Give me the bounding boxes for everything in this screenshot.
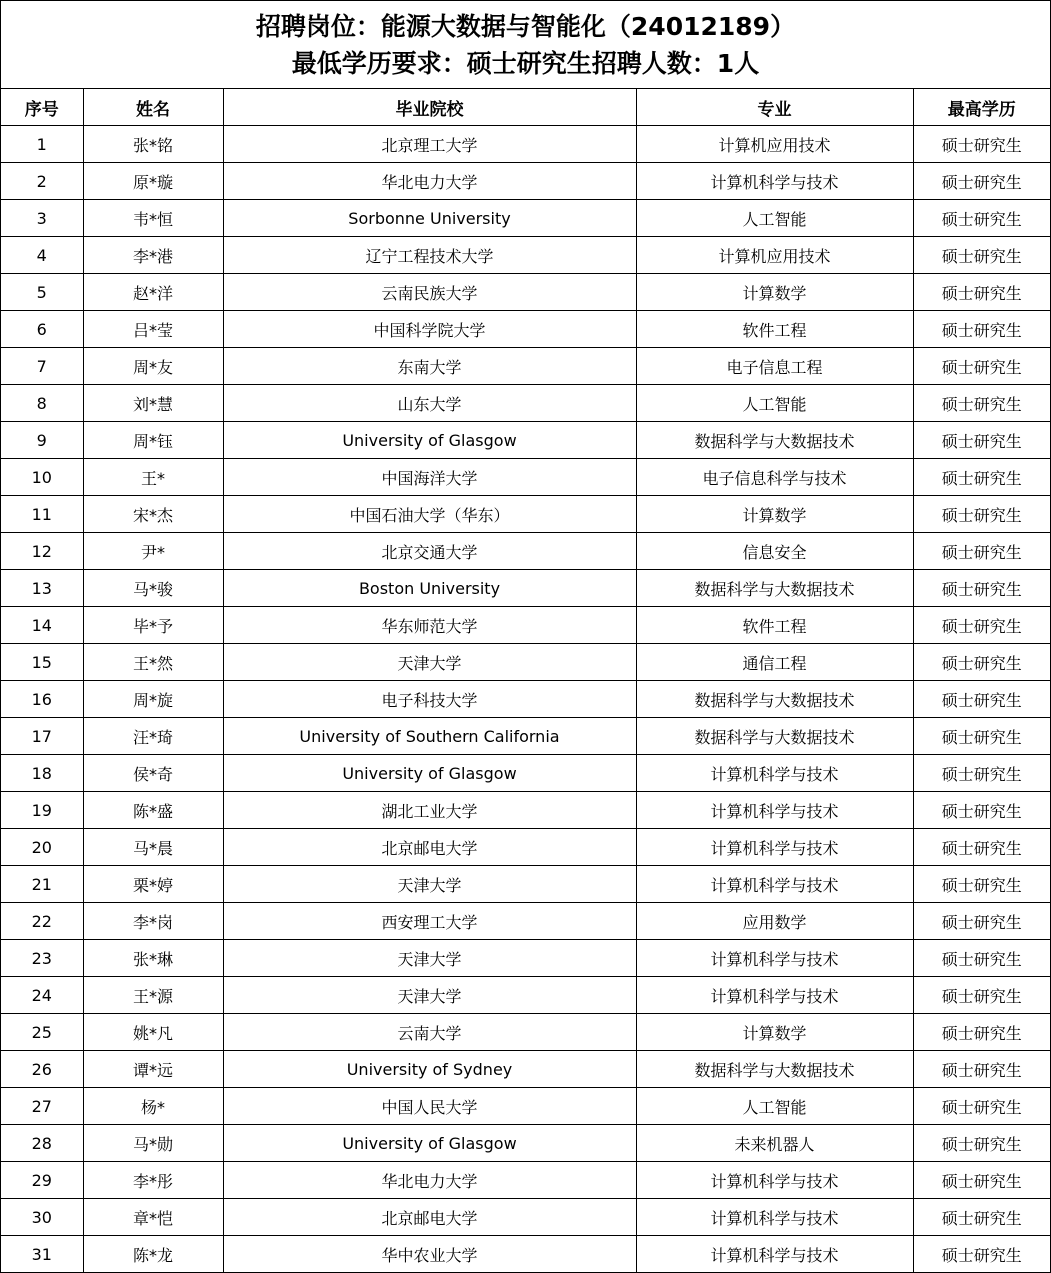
cell-school: 华北电力大学 bbox=[223, 163, 636, 200]
cell-education: 硕士研究生 bbox=[913, 940, 1050, 977]
table-row bbox=[1, 496, 1050, 533]
cell-major: 计算数学 bbox=[636, 274, 913, 311]
cell-major: 应用数学 bbox=[636, 903, 913, 940]
cell-major: 电子信息科学与技术 bbox=[636, 459, 913, 496]
cell-education: 硕士研究生 bbox=[913, 163, 1050, 200]
cell-major: 数据科学与大数据技术 bbox=[636, 570, 913, 607]
table-row bbox=[1, 459, 1050, 496]
cell-education: 硕士研究生 bbox=[913, 644, 1050, 681]
cell-school: University of Glasgow bbox=[223, 755, 636, 792]
cell-name: 马*勋 bbox=[83, 1125, 223, 1162]
table-row bbox=[1, 422, 1050, 459]
cell-seq: 8 bbox=[1, 385, 83, 422]
header-major: 专业 bbox=[636, 89, 913, 126]
cell-major: 计算数学 bbox=[636, 1014, 913, 1051]
table-row bbox=[1, 681, 1050, 718]
cell-education: 硕士研究生 bbox=[913, 200, 1050, 237]
table-row bbox=[1, 237, 1050, 274]
cell-education: 硕士研究生 bbox=[913, 1199, 1050, 1236]
cell-school: 天津大学 bbox=[223, 866, 636, 903]
cell-seq: 28 bbox=[1, 1125, 83, 1162]
cell-name: 马*骏 bbox=[83, 570, 223, 607]
cell-seq: 14 bbox=[1, 607, 83, 644]
cell-major: 人工智能 bbox=[636, 385, 913, 422]
cell-name: 栗*婷 bbox=[83, 866, 223, 903]
cell-school: 中国人民大学 bbox=[223, 1088, 636, 1125]
cell-name: 张*琳 bbox=[83, 940, 223, 977]
cell-school: 北京交通大学 bbox=[223, 533, 636, 570]
cell-name: 王* bbox=[83, 459, 223, 496]
cell-school: 中国科学院大学 bbox=[223, 311, 636, 348]
cell-major: 计算机科学与技术 bbox=[636, 792, 913, 829]
table-body bbox=[1, 126, 1050, 1273]
requirement-title: 最低学历要求：硕士研究生招聘人数：1人 bbox=[291, 48, 760, 78]
cell-seq: 4 bbox=[1, 237, 83, 274]
cell-major: 通信工程 bbox=[636, 644, 913, 681]
cell-major: 计算机科学与技术 bbox=[636, 1236, 913, 1273]
cell-name: 周*旋 bbox=[83, 681, 223, 718]
table-row bbox=[1, 1088, 1050, 1125]
cell-name: 王*然 bbox=[83, 644, 223, 681]
table-row bbox=[1, 1014, 1050, 1051]
cell-school: 云南大学 bbox=[223, 1014, 636, 1051]
cell-major: 数据科学与大数据技术 bbox=[636, 718, 913, 755]
cell-name: 侯*奇 bbox=[83, 755, 223, 792]
cell-major: 未来机器人 bbox=[636, 1125, 913, 1162]
cell-seq: 11 bbox=[1, 496, 83, 533]
cell-education: 硕士研究生 bbox=[913, 237, 1050, 274]
cell-school: 北京邮电大学 bbox=[223, 829, 636, 866]
cell-major: 计算机科学与技术 bbox=[636, 1162, 913, 1199]
cell-seq: 26 bbox=[1, 1051, 83, 1088]
cell-school: 华北电力大学 bbox=[223, 1162, 636, 1199]
cell-school: 北京邮电大学 bbox=[223, 1199, 636, 1236]
cell-seq: 2 bbox=[1, 163, 83, 200]
cell-seq: 30 bbox=[1, 1199, 83, 1236]
table-row bbox=[1, 940, 1050, 977]
position-title: 招聘岗位：能源大数据与智能化（24012189） bbox=[255, 11, 796, 41]
cell-seq: 9 bbox=[1, 422, 83, 459]
cell-school: 天津大学 bbox=[223, 644, 636, 681]
cell-major: 数据科学与大数据技术 bbox=[636, 1051, 913, 1088]
cell-seq: 12 bbox=[1, 533, 83, 570]
cell-seq: 25 bbox=[1, 1014, 83, 1051]
cell-major: 计算机应用技术 bbox=[636, 237, 913, 274]
cell-school: 电子科技大学 bbox=[223, 681, 636, 718]
cell-major: 计算机科学与技术 bbox=[636, 163, 913, 200]
cell-name: 刘*慧 bbox=[83, 385, 223, 422]
cell-name: 李*港 bbox=[83, 237, 223, 274]
cell-major: 计算机科学与技术 bbox=[636, 1199, 913, 1236]
table-row bbox=[1, 200, 1050, 237]
cell-seq: 21 bbox=[1, 866, 83, 903]
cell-seq: 18 bbox=[1, 755, 83, 792]
table-row bbox=[1, 385, 1050, 422]
cell-name: 杨* bbox=[83, 1088, 223, 1125]
cell-education: 硕士研究生 bbox=[913, 718, 1050, 755]
cell-seq: 29 bbox=[1, 1162, 83, 1199]
cell-name: 陈*龙 bbox=[83, 1236, 223, 1273]
cell-education: 硕士研究生 bbox=[913, 903, 1050, 940]
cell-seq: 24 bbox=[1, 977, 83, 1014]
cell-education: 硕士研究生 bbox=[913, 126, 1050, 163]
cell-school: 云南民族大学 bbox=[223, 274, 636, 311]
cell-name: 赵*洋 bbox=[83, 274, 223, 311]
cell-education: 硕士研究生 bbox=[913, 533, 1050, 570]
cell-seq: 31 bbox=[1, 1236, 83, 1273]
cell-seq: 6 bbox=[1, 311, 83, 348]
cell-education: 硕士研究生 bbox=[913, 977, 1050, 1014]
cell-name: 周*钰 bbox=[83, 422, 223, 459]
header-education: 最高学历 bbox=[913, 89, 1050, 126]
table-row bbox=[1, 829, 1050, 866]
table-row bbox=[1, 607, 1050, 644]
cell-major: 计算机科学与技术 bbox=[636, 866, 913, 903]
cell-name: 汪*琦 bbox=[83, 718, 223, 755]
cell-major: 电子信息工程 bbox=[636, 348, 913, 385]
table-row bbox=[1, 644, 1050, 681]
header-school: 毕业院校 bbox=[223, 89, 636, 126]
cell-education: 硕士研究生 bbox=[913, 422, 1050, 459]
cell-seq: 15 bbox=[1, 644, 83, 681]
cell-education: 硕士研究生 bbox=[913, 1236, 1050, 1273]
cell-school: Sorbonne University bbox=[223, 200, 636, 237]
cell-major: 计算数学 bbox=[636, 496, 913, 533]
cell-education: 硕士研究生 bbox=[913, 792, 1050, 829]
cell-major: 计算机科学与技术 bbox=[636, 977, 913, 1014]
table-row bbox=[1, 1199, 1050, 1236]
cell-seq: 3 bbox=[1, 200, 83, 237]
cell-name: 李*岗 bbox=[83, 903, 223, 940]
cell-seq: 5 bbox=[1, 274, 83, 311]
cell-education: 硕士研究生 bbox=[913, 1014, 1050, 1051]
cell-seq: 23 bbox=[1, 940, 83, 977]
cell-name: 毕*予 bbox=[83, 607, 223, 644]
cell-seq: 22 bbox=[1, 903, 83, 940]
cell-name: 宋*杰 bbox=[83, 496, 223, 533]
table-row bbox=[1, 1236, 1050, 1273]
cell-education: 硕士研究生 bbox=[913, 1088, 1050, 1125]
cell-seq: 7 bbox=[1, 348, 83, 385]
cell-school: 天津大学 bbox=[223, 977, 636, 1014]
cell-school: Boston University bbox=[223, 570, 636, 607]
cell-school: 华中农业大学 bbox=[223, 1236, 636, 1273]
cell-education: 硕士研究生 bbox=[913, 866, 1050, 903]
cell-school: 山东大学 bbox=[223, 385, 636, 422]
cell-school: University of Southern California bbox=[223, 718, 636, 755]
cell-seq: 10 bbox=[1, 459, 83, 496]
cell-education: 硕士研究生 bbox=[913, 1125, 1050, 1162]
cell-school: University of Glasgow bbox=[223, 1125, 636, 1162]
cell-education: 硕士研究生 bbox=[913, 348, 1050, 385]
table-row bbox=[1, 866, 1050, 903]
table-row bbox=[1, 163, 1050, 200]
table-row bbox=[1, 533, 1050, 570]
candidate-table bbox=[1, 89, 1050, 1273]
cell-major: 软件工程 bbox=[636, 607, 913, 644]
cell-education: 硕士研究生 bbox=[913, 274, 1050, 311]
table-row bbox=[1, 718, 1050, 755]
cell-education: 硕士研究生 bbox=[913, 681, 1050, 718]
cell-name: 尹* bbox=[83, 533, 223, 570]
cell-school: University of Glasgow bbox=[223, 422, 636, 459]
cell-name: 王*源 bbox=[83, 977, 223, 1014]
cell-school: 西安理工大学 bbox=[223, 903, 636, 940]
table-row bbox=[1, 903, 1050, 940]
cell-seq: 17 bbox=[1, 718, 83, 755]
table-row bbox=[1, 1125, 1050, 1162]
table-row bbox=[1, 348, 1050, 385]
cell-seq: 27 bbox=[1, 1088, 83, 1125]
table-row bbox=[1, 977, 1050, 1014]
cell-name: 陈*盛 bbox=[83, 792, 223, 829]
cell-seq: 19 bbox=[1, 792, 83, 829]
table-row bbox=[1, 274, 1050, 311]
cell-school: 东南大学 bbox=[223, 348, 636, 385]
cell-name: 原*璇 bbox=[83, 163, 223, 200]
cell-name: 周*友 bbox=[83, 348, 223, 385]
cell-major: 人工智能 bbox=[636, 200, 913, 237]
cell-major: 数据科学与大数据技术 bbox=[636, 681, 913, 718]
table-row bbox=[1, 126, 1050, 163]
cell-major: 软件工程 bbox=[636, 311, 913, 348]
cell-seq: 20 bbox=[1, 829, 83, 866]
cell-name: 李*彤 bbox=[83, 1162, 223, 1199]
cell-education: 硕士研究生 bbox=[913, 1162, 1050, 1199]
cell-name: 韦*恒 bbox=[83, 200, 223, 237]
cell-major: 计算机科学与技术 bbox=[636, 829, 913, 866]
cell-school: 辽宁工程技术大学 bbox=[223, 237, 636, 274]
cell-education: 硕士研究生 bbox=[913, 459, 1050, 496]
cell-education: 硕士研究生 bbox=[913, 496, 1050, 533]
cell-education: 硕士研究生 bbox=[913, 385, 1050, 422]
cell-name: 马*晨 bbox=[83, 829, 223, 866]
cell-education: 硕士研究生 bbox=[913, 311, 1050, 348]
cell-school: 湖北工业大学 bbox=[223, 792, 636, 829]
header-seq: 序号 bbox=[1, 89, 83, 126]
cell-school: 天津大学 bbox=[223, 940, 636, 977]
cell-education: 硕士研究生 bbox=[913, 829, 1050, 866]
header-row bbox=[1, 89, 1050, 126]
cell-major: 信息安全 bbox=[636, 533, 913, 570]
cell-seq: 1 bbox=[1, 126, 83, 163]
table-row bbox=[1, 1162, 1050, 1199]
cell-school: 华东师范大学 bbox=[223, 607, 636, 644]
cell-name: 章*恺 bbox=[83, 1199, 223, 1236]
cell-school: 北京理工大学 bbox=[223, 126, 636, 163]
cell-seq: 16 bbox=[1, 681, 83, 718]
cell-school: 中国海洋大学 bbox=[223, 459, 636, 496]
title-block bbox=[1, 1, 1050, 89]
cell-name: 姚*凡 bbox=[83, 1014, 223, 1051]
table-row bbox=[1, 570, 1050, 607]
cell-major: 计算机科学与技术 bbox=[636, 755, 913, 792]
cell-education: 硕士研究生 bbox=[913, 1051, 1050, 1088]
cell-major: 人工智能 bbox=[636, 1088, 913, 1125]
table-row bbox=[1, 1051, 1050, 1088]
cell-name: 张*铭 bbox=[83, 126, 223, 163]
cell-school: University of Sydney bbox=[223, 1051, 636, 1088]
table-row bbox=[1, 792, 1050, 829]
header-name: 姓名 bbox=[83, 89, 223, 126]
cell-name: 谭*远 bbox=[83, 1051, 223, 1088]
cell-major: 计算机应用技术 bbox=[636, 126, 913, 163]
cell-education: 硕士研究生 bbox=[913, 607, 1050, 644]
cell-name: 吕*莹 bbox=[83, 311, 223, 348]
cell-seq: 13 bbox=[1, 570, 83, 607]
cell-major: 数据科学与大数据技术 bbox=[636, 422, 913, 459]
cell-education: 硕士研究生 bbox=[913, 755, 1050, 792]
cell-school: 中国石油大学（华东） bbox=[223, 496, 636, 533]
cell-major: 计算机科学与技术 bbox=[636, 940, 913, 977]
table-row bbox=[1, 755, 1050, 792]
cell-education: 硕士研究生 bbox=[913, 570, 1050, 607]
table-row bbox=[1, 311, 1050, 348]
